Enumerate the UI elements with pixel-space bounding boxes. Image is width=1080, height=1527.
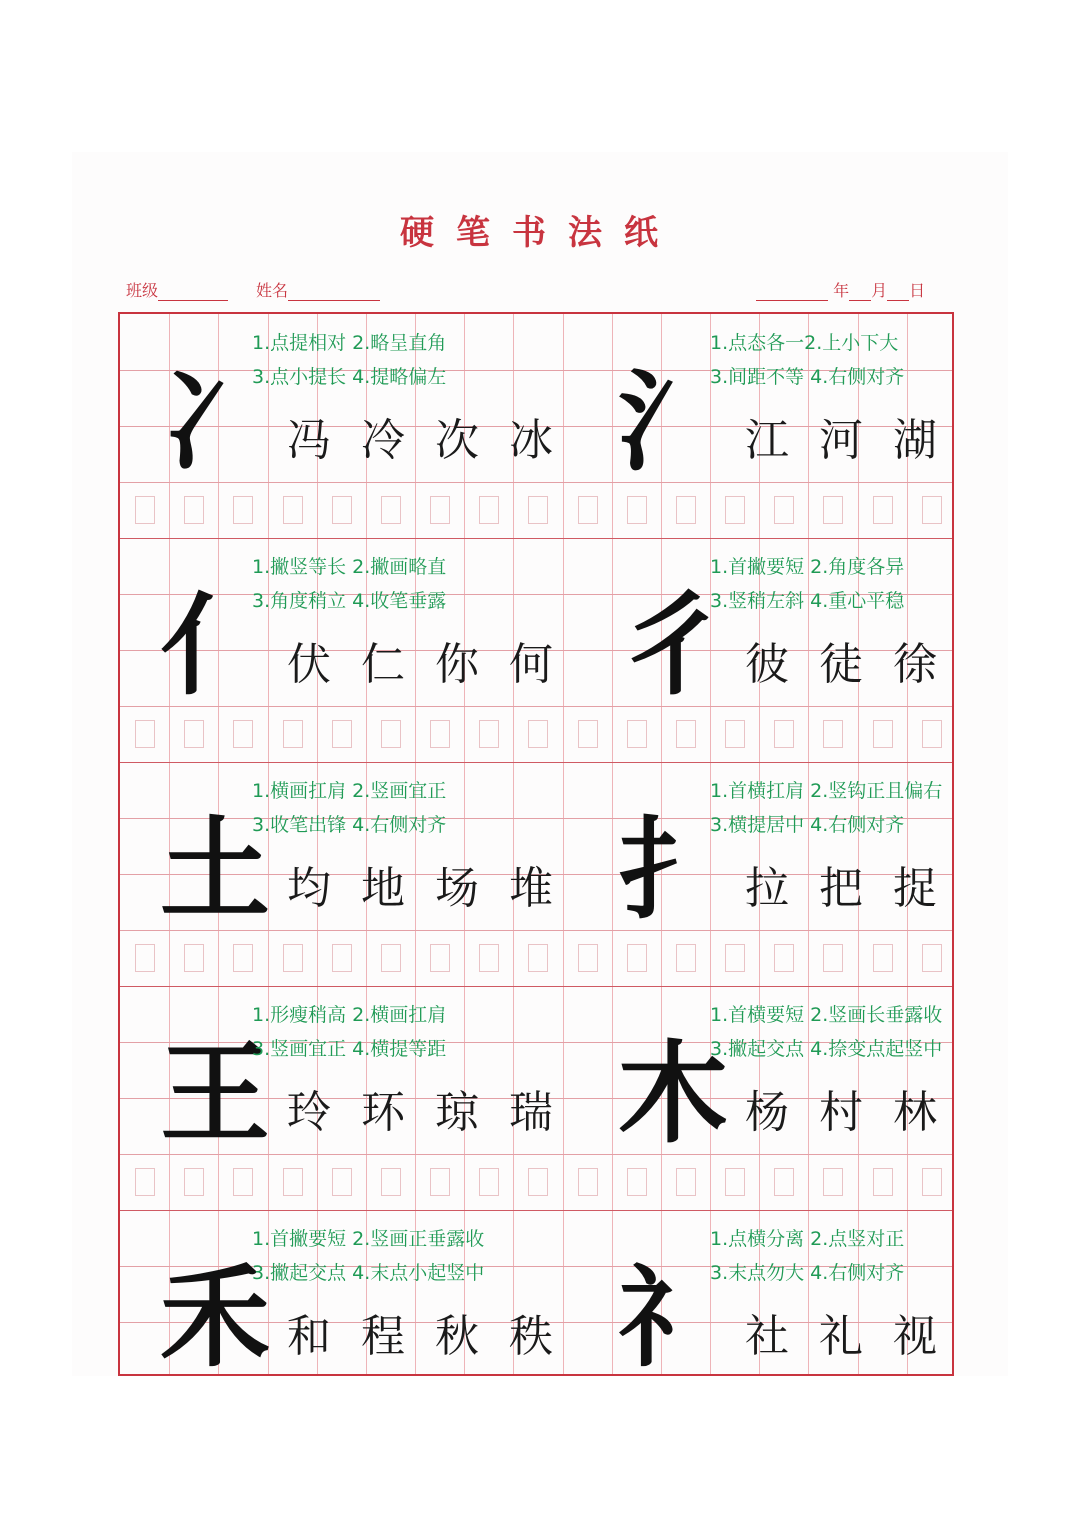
annotation-line-2: 3.竖画宜正 4.横提等距 [252, 1038, 447, 1060]
radical-glyph: 扌 [618, 805, 728, 934]
example-character: 湖 [893, 415, 937, 466]
annotation-line-2: 3.末点勿大 4.右侧对齐 [710, 1262, 905, 1284]
annotation-line-1: 1.横画扛肩 2.竖画宜正 [252, 780, 447, 802]
grid-column-line [317, 314, 318, 1376]
practice-box [381, 1168, 401, 1196]
radical-glyph: 木 [618, 1029, 728, 1158]
radical-glyph: 王 [160, 1029, 270, 1158]
annotation-line-2: 3.撇起交点 4.捺变点起竖中 [710, 1038, 943, 1060]
date-field [756, 278, 925, 301]
annotation-line-2: 3.收笔出锋 4.右侧对齐 [252, 814, 447, 836]
radical-glyph: 礻 [618, 1253, 728, 1376]
grid-row-line [120, 986, 954, 987]
example-characters [730, 628, 952, 692]
radical-glyph: 土 [160, 805, 270, 934]
practice-box [283, 720, 303, 748]
annotation-line-1: 1.首撇要短 2.竖画正垂露收 [252, 1228, 485, 1250]
annotation-line-2: 3.点小提长 4.提略偏左 [252, 366, 447, 388]
example-character: 徐 [893, 639, 937, 690]
annotation-line-1: 1.首撇要短 2.角度各异 [710, 556, 905, 578]
practice-box [528, 1168, 548, 1196]
example-characters [730, 404, 952, 468]
practice-box [283, 1168, 303, 1196]
grid-column-line [513, 314, 514, 1376]
day-blank [887, 286, 909, 301]
practice-box [823, 720, 843, 748]
annotation-line-2: 3.横提居中 4.右侧对齐 [710, 814, 905, 836]
practice-box [725, 496, 745, 524]
grid-column-line [464, 314, 465, 1376]
example-characters [272, 1300, 568, 1364]
example-character: 均 [287, 863, 331, 914]
practice-box [922, 944, 942, 972]
example-character: 拉 [745, 863, 789, 914]
example-character: 琼 [435, 1087, 479, 1138]
grid-column-line [415, 314, 416, 1376]
sheet-title: 硬笔书法纸 [400, 213, 680, 253]
practice-box [430, 720, 450, 748]
example-characters [272, 404, 568, 468]
grid-row-line [120, 1210, 954, 1211]
annotation-line-1: 1.点提相对 2.略呈直角 [252, 332, 447, 354]
example-character: 次 [435, 415, 479, 466]
practice-box [823, 496, 843, 524]
practice-box [578, 944, 598, 972]
practice-box [873, 944, 893, 972]
practice-box [725, 720, 745, 748]
example-character: 仁 [361, 639, 405, 690]
practice-box [430, 944, 450, 972]
annotation-line-2: 3.间距不等 4.右侧对齐 [710, 366, 905, 388]
class-label: 班级 [126, 281, 159, 300]
example-character: 把 [819, 863, 863, 914]
practice-box [332, 1168, 352, 1196]
example-character: 江 [745, 415, 789, 466]
practice-box [823, 944, 843, 972]
annotation-line-1: 1.形瘦稍高 2.横画扛肩 [252, 1004, 447, 1026]
example-character: 伏 [287, 639, 331, 690]
name-label: 姓名 [256, 281, 289, 300]
annotation-line-2: 3.竖稍左斜 4.重心平稳 [710, 590, 905, 612]
day-label: 日 [909, 281, 926, 300]
practice-box [725, 1168, 745, 1196]
year-label: 年 [833, 281, 850, 300]
practice-box [873, 720, 893, 748]
practice-box [381, 944, 401, 972]
practice-box [922, 1168, 942, 1196]
practice-box [135, 496, 155, 524]
grid-row-line [120, 762, 954, 763]
example-character: 礼 [819, 1311, 863, 1362]
radical-glyph: 禾 [160, 1253, 270, 1376]
practice-box [774, 720, 794, 748]
example-characters [272, 852, 568, 916]
radical-glyph: 氵 [618, 357, 728, 486]
practice-box [430, 496, 450, 524]
practice-box [479, 720, 499, 748]
practice-box [774, 1168, 794, 1196]
example-character: 捉 [893, 863, 937, 914]
grid-column-line [858, 314, 859, 1376]
practice-box [479, 1168, 499, 1196]
month-label: 月 [871, 281, 888, 300]
example-character: 程 [361, 1311, 405, 1362]
practice-box [332, 720, 352, 748]
example-characters [272, 1076, 568, 1140]
example-character: 玲 [287, 1087, 331, 1138]
practice-box [528, 496, 548, 524]
radical-glyph: 冫 [160, 357, 270, 486]
example-character: 社 [745, 1311, 789, 1362]
practice-box [922, 720, 942, 748]
practice-box [332, 496, 352, 524]
example-character: 瑞 [509, 1087, 553, 1138]
example-character: 林 [893, 1087, 937, 1138]
name-blank [288, 286, 380, 301]
example-character: 杨 [745, 1087, 789, 1138]
annotation-line-1: 1.首横要短 2.竖画长垂露收 [710, 1004, 943, 1026]
practice-box [873, 496, 893, 524]
grid-row-line [120, 538, 954, 539]
example-character: 秩 [509, 1311, 553, 1362]
annotation-line-1: 1.撇竖等长 2.撇画略直 [252, 556, 447, 578]
grid-column-line [366, 314, 367, 1376]
practice-box [283, 496, 303, 524]
annotation-line-2: 3.撇起交点 4.末点小起竖中 [252, 1262, 485, 1284]
example-character: 村 [819, 1087, 863, 1138]
example-character: 你 [435, 639, 479, 690]
practice-box [725, 944, 745, 972]
annotation-line-2: 3.角度稍立 4.收笔垂露 [252, 590, 447, 612]
practice-box [332, 944, 352, 972]
practice-box [479, 496, 499, 524]
annotation-line-1: 1.首横扛肩 2.竖钩正且偏右 [710, 780, 943, 802]
grid-column-line [612, 314, 613, 1376]
example-character: 河 [819, 415, 863, 466]
class-field [126, 278, 228, 301]
practice-box [528, 720, 548, 748]
example-character: 徒 [819, 639, 863, 690]
year-blank [756, 286, 828, 301]
radical-glyph: 彳 [618, 581, 728, 710]
example-character: 堆 [509, 863, 553, 914]
practice-box [528, 944, 548, 972]
example-character: 场 [435, 863, 479, 914]
grid-column-line [907, 314, 908, 1376]
example-character: 冷 [361, 415, 405, 466]
practice-box [479, 944, 499, 972]
grid-column-line [563, 314, 564, 1376]
practice-box [774, 944, 794, 972]
practice-box [823, 1168, 843, 1196]
example-character: 地 [361, 863, 405, 914]
example-character: 何 [509, 639, 553, 690]
practice-box [283, 944, 303, 972]
example-character: 彼 [745, 639, 789, 690]
practice-box [430, 1168, 450, 1196]
name-field [256, 278, 380, 301]
radical-glyph: 亻 [160, 581, 270, 710]
practice-box [135, 1168, 155, 1196]
month-blank [849, 286, 871, 301]
practice-box [578, 720, 598, 748]
annotation-line-1: 1.点横分离 2.点竖对正 [710, 1228, 905, 1250]
grid-column-line [759, 314, 760, 1376]
example-character: 冰 [509, 415, 553, 466]
example-character: 秋 [435, 1311, 479, 1362]
grid-column-line [808, 314, 809, 1376]
practice-box [873, 1168, 893, 1196]
example-character: 冯 [287, 415, 331, 466]
example-character: 视 [893, 1311, 937, 1362]
example-characters [730, 1300, 952, 1364]
class-blank [158, 286, 228, 301]
annotation-line-1: 1.点态各一2.上小下大 [710, 332, 899, 354]
example-characters [730, 1076, 952, 1140]
practice-box [135, 944, 155, 972]
practice-box [922, 496, 942, 524]
practice-box [381, 720, 401, 748]
practice-box [578, 1168, 598, 1196]
example-character: 和 [287, 1311, 331, 1362]
writing-grid [118, 312, 954, 1376]
practice-box [774, 496, 794, 524]
practice-box [578, 496, 598, 524]
practice-box [381, 496, 401, 524]
example-character: 环 [361, 1087, 405, 1138]
example-characters [272, 628, 568, 692]
example-characters [730, 852, 952, 916]
practice-box [135, 720, 155, 748]
